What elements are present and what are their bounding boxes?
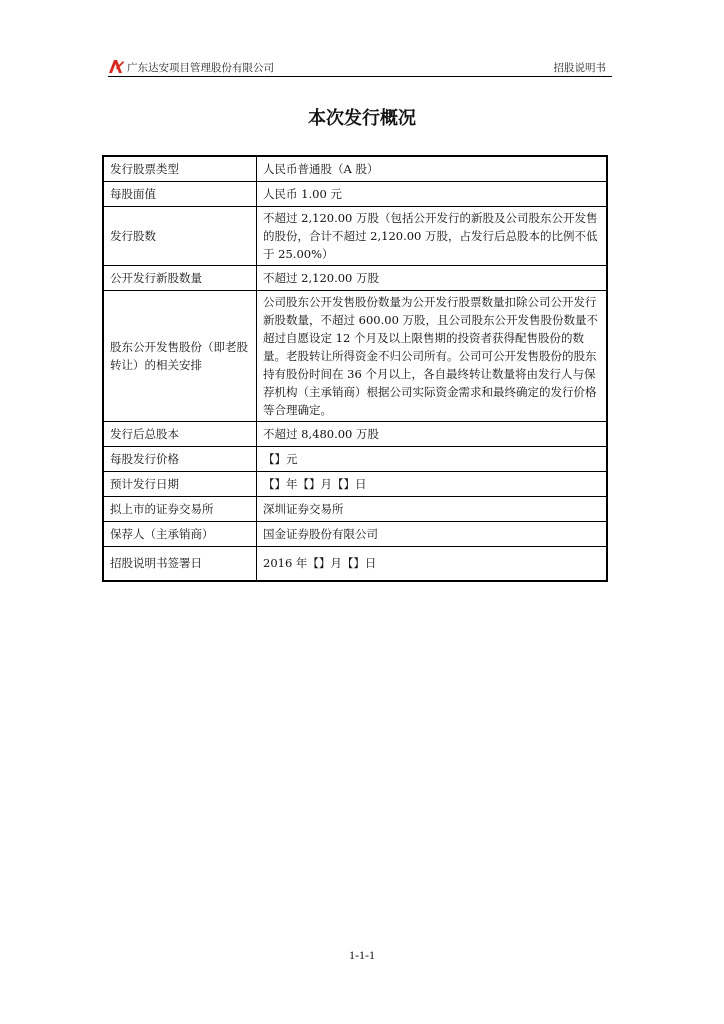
page-header — [108, 58, 612, 77]
row-value: 国金证券股份有限公司 — [257, 521, 608, 546]
table-row — [103, 521, 607, 546]
row-value: 人民币普通股（A 股） — [257, 156, 608, 181]
row-value: 不超过 8,480.00 万股 — [257, 421, 608, 446]
table-row — [103, 181, 607, 206]
table-row — [103, 156, 607, 181]
table-row — [103, 290, 607, 421]
table-row — [103, 421, 607, 446]
row-label: 预计发行日期 — [103, 471, 257, 496]
row-value: 【】元 — [257, 446, 608, 471]
table-row — [103, 206, 607, 265]
table-row — [103, 496, 607, 521]
row-value: 不超过 2,120.00 万股 — [257, 265, 608, 290]
offering-overview-table — [102, 155, 608, 582]
row-label: 股东公开发售股份（即老股转让）的相关安排 — [103, 290, 257, 421]
row-label: 发行后总股本 — [103, 421, 257, 446]
row-label: 拟上市的证券交易所 — [103, 496, 257, 521]
row-label: 每股面值 — [103, 181, 257, 206]
row-label: 每股发行价格 — [103, 446, 257, 471]
table-row — [103, 546, 607, 581]
row-label: 招股说明书签署日 — [103, 546, 257, 581]
row-value: 2016 年【】月【】日 — [257, 546, 608, 581]
company-logo-icon — [108, 59, 124, 74]
row-value: 公司股东公开发售股份数量为公开发行股票数量扣除公司公开发行新股数量，不超过 600.00 万股，且公司股东公开发售股份数量不超过自愿设定 12 个月及以上限售期的投资者获得配售股份的数量。老股转让所得资金不归公司所有。公司可公开发售股份的股东持有股份时间在 36 个月以上，各自最终转让数量将由发行人与保荐机构（主承销商）根据公司实际资金需求和最终确定的发行价格等合理确定。 — [257, 290, 608, 421]
table-row — [103, 265, 607, 290]
table-row — [103, 446, 607, 471]
row-value: 深圳证券交易所 — [257, 496, 608, 521]
row-label: 发行股数 — [103, 206, 257, 265]
row-value: 【】年【】月【】日 — [257, 471, 608, 496]
company-name: 广东达安项目管理股份有限公司 — [127, 62, 274, 74]
row-value: 不超过 2,120.00 万股（包括公开发行的新股及公司股东公开发售的股份，合计不超过 2,120.00 万股，占发行后总股本的比例不低于 25.00%） — [257, 206, 608, 265]
table-row — [103, 471, 607, 496]
page-title: 本次发行概况 — [308, 108, 416, 129]
document-name: 招股说明书 — [553, 62, 606, 74]
row-label: 保荐人（主承销商） — [103, 521, 257, 546]
row-label: 公开发行新股数量 — [103, 265, 257, 290]
row-value: 人民币 1.00 元 — [257, 181, 608, 206]
page-number: 1-1-1 — [349, 948, 375, 962]
row-label: 发行股票类型 — [103, 156, 257, 181]
